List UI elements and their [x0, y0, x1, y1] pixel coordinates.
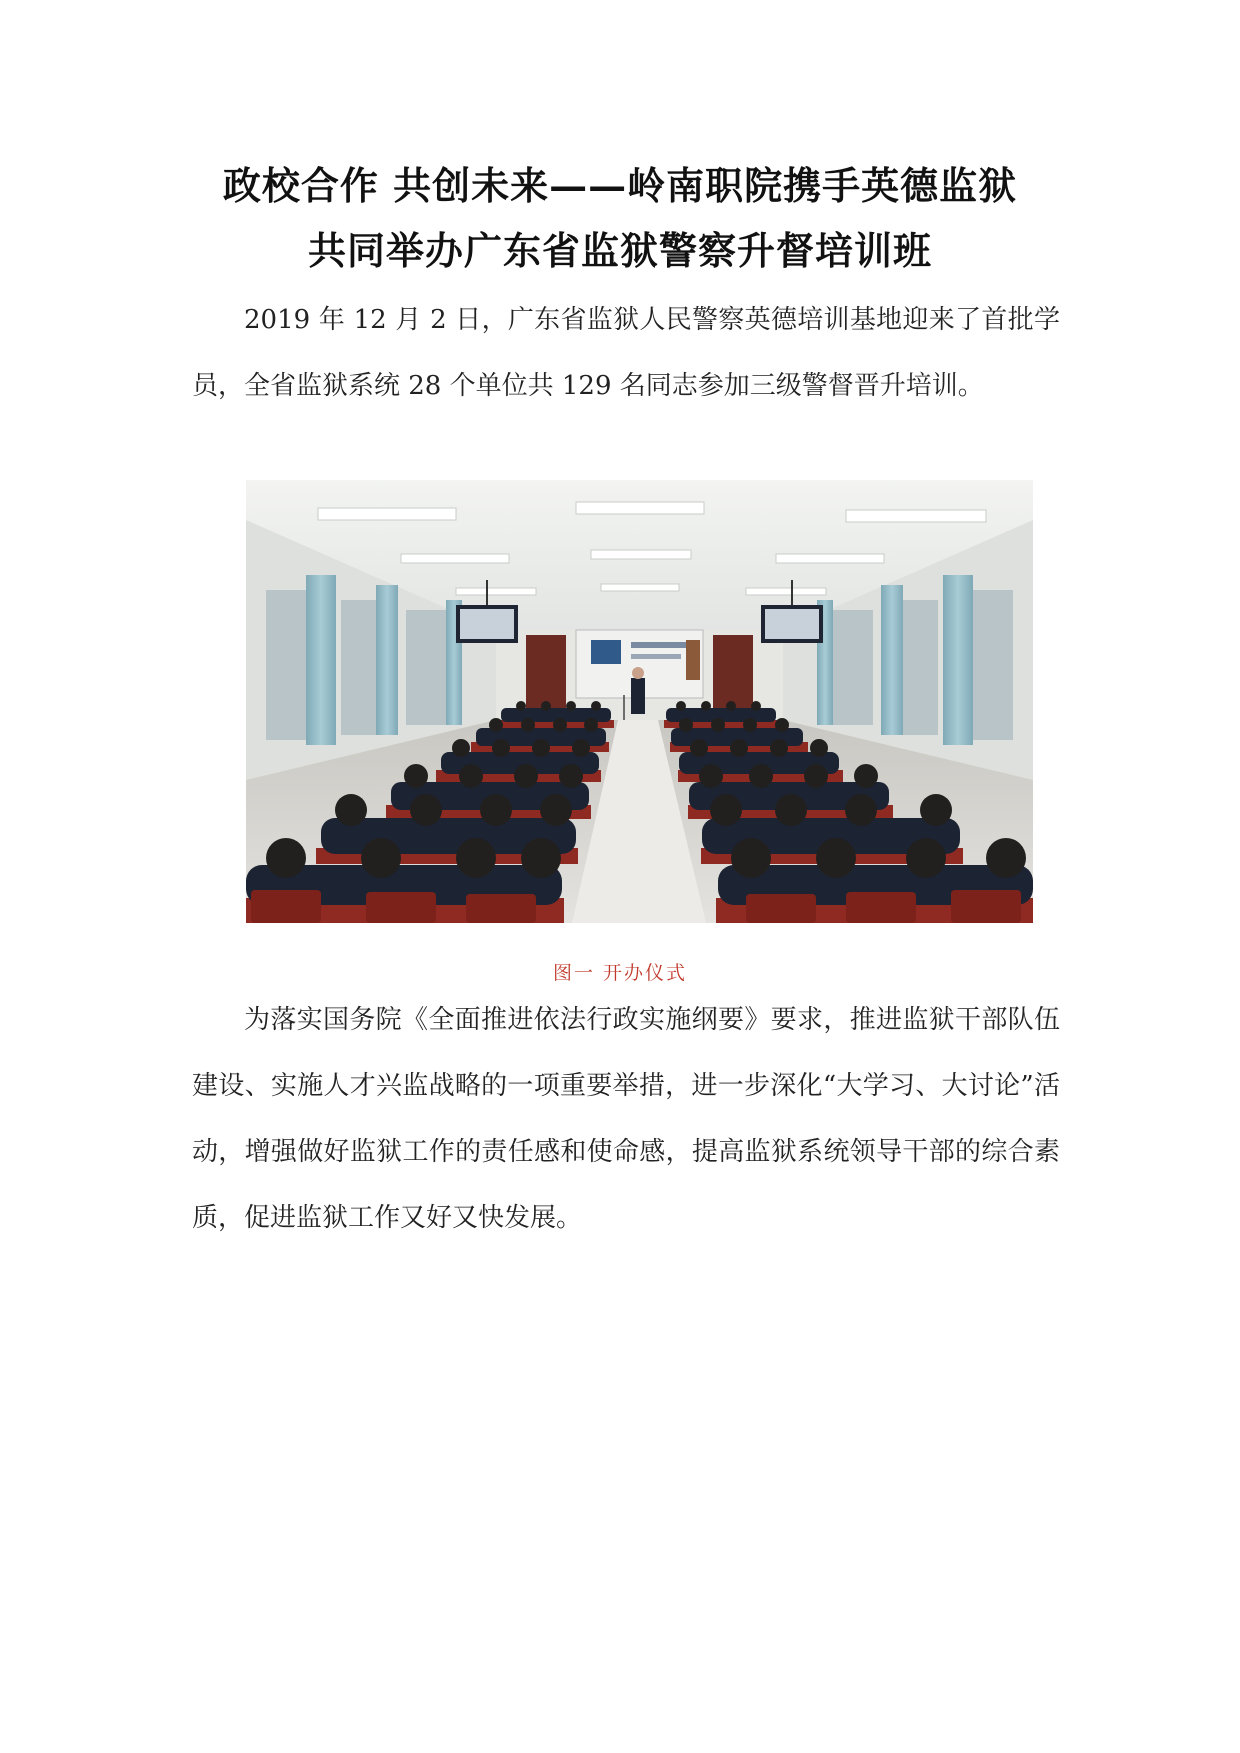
document-title-line-1: 政校合作 共创未来——岭南职院携手英德监狱 — [222, 163, 1018, 208]
classroom-photo — [246, 480, 1033, 923]
figure-caption: 图一 开办仪式 — [552, 962, 688, 984]
body-paragraph: 为落实国务院《全面推进依法行政实施纲要》要求，推进监狱干部队伍建设、实施人才兴监战略的一项重要举措，进一步深化“大学习、大讨论”活动，增强做好监狱工作的责任感和使命感，提高监狱系统领导干部的综合素质，促进监狱工作又好又快发展。 — [192, 1005, 1060, 1233]
intro-paragraph: 2019 年 12 月 2 日，广东省监狱人民警察英德培训基地迎来了首批学员，全省监狱系统 28 个单位共 129 名同志参加三级警督晋升培训。 — [192, 305, 1060, 401]
document-title-line-2: 共同举办广东省监狱警察升督培训班 — [307, 228, 932, 273]
